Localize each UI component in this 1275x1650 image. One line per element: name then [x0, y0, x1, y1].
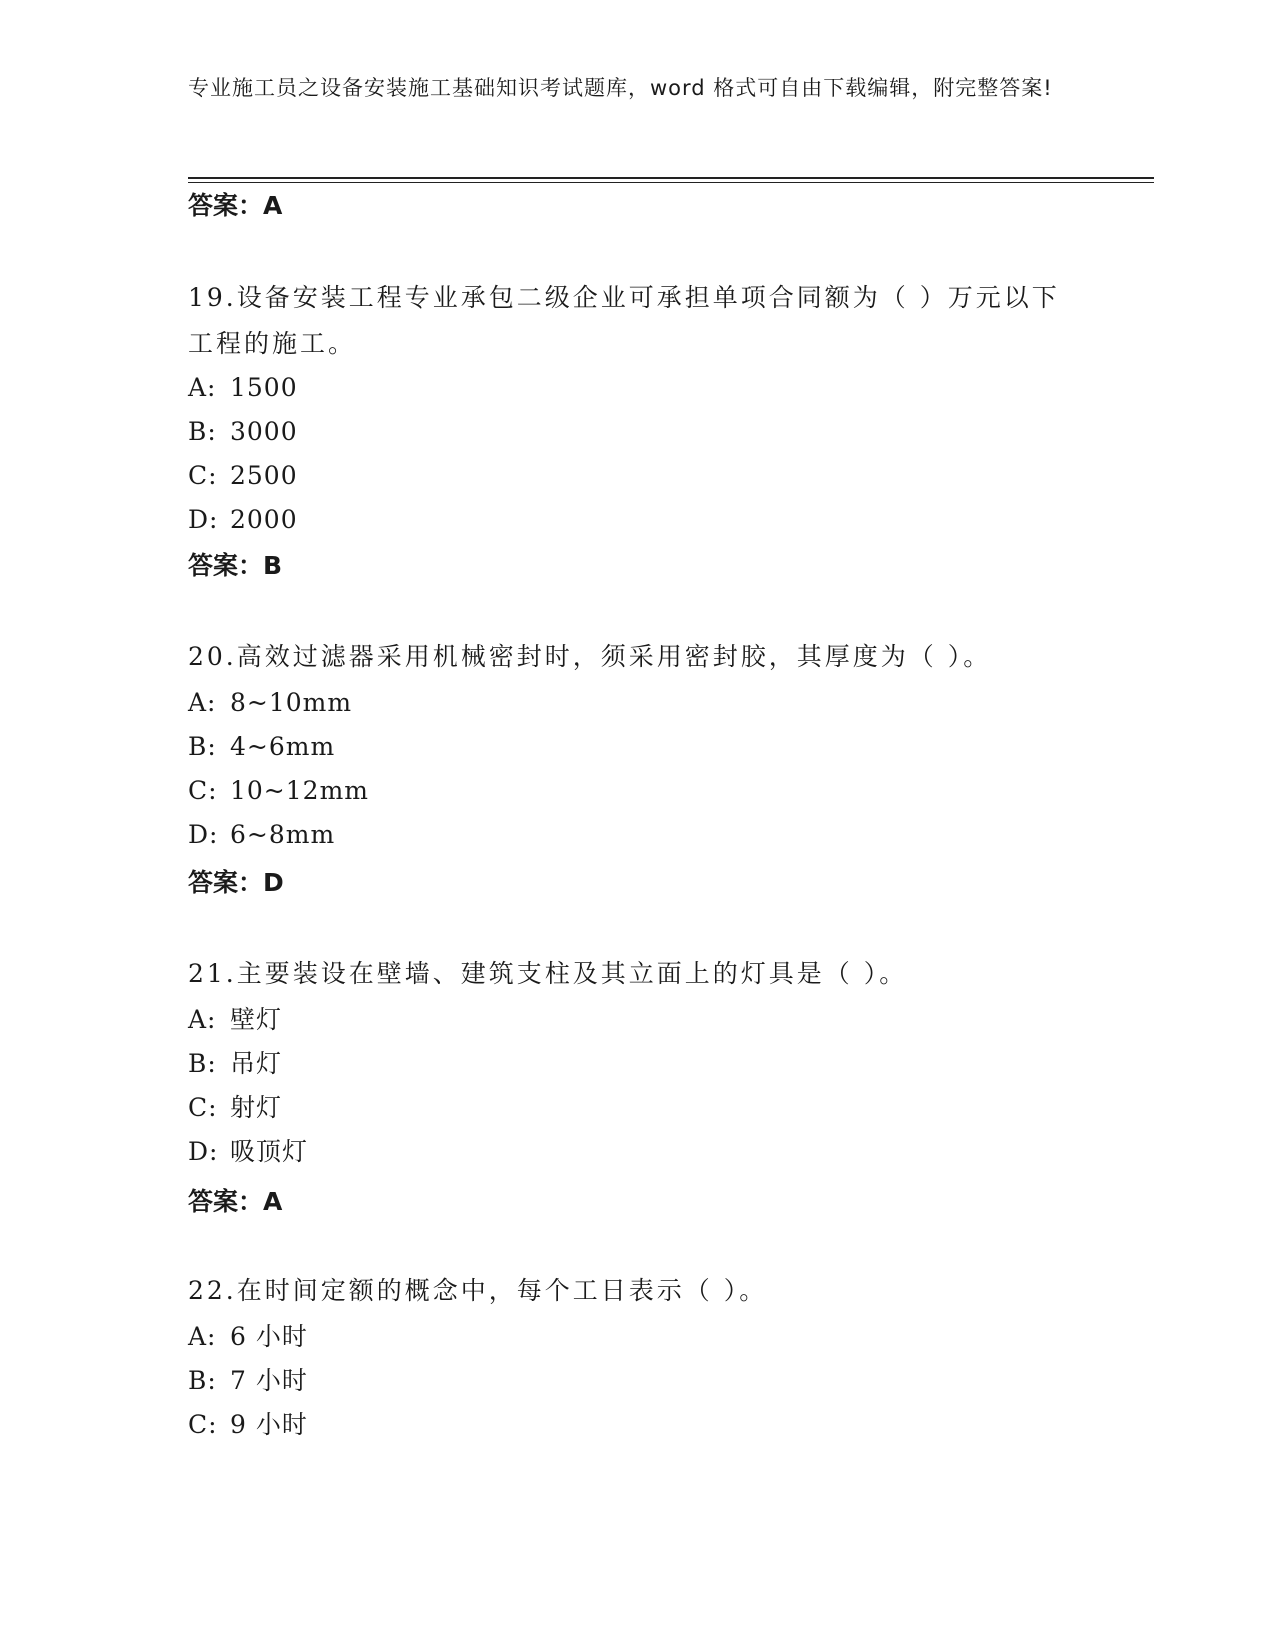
option-text: 7 小时: [230, 1366, 308, 1395]
header-rule-thin: [188, 182, 1154, 183]
option-letter: C:: [188, 1093, 218, 1122]
question-22-option-b: [188, 1358, 308, 1404]
option-text: 2500: [230, 461, 298, 490]
option-letter: A:: [188, 1322, 217, 1351]
header-rule-thick: [188, 177, 1154, 179]
option-text: 6~8mm: [230, 820, 336, 849]
option-text: 3000: [230, 417, 298, 446]
question-19-option-c: [188, 453, 298, 499]
question-21-text: 21.主要装设在壁墙、建筑支柱及其立面上的灯具是（ ）。: [188, 959, 908, 988]
question-20-text: 20.高效过滤器采用机械密封时，须采用密封胶，其厚度为（ ）。: [188, 642, 992, 671]
option-letter: A:: [188, 1005, 217, 1034]
option-letter: B:: [188, 417, 217, 446]
option-text: 吸顶灯: [230, 1137, 309, 1166]
question-20-option-b: [188, 724, 335, 770]
option-letter: A:: [188, 373, 217, 402]
question-19-option-a: [188, 365, 298, 411]
question-21-option-b: [188, 1041, 282, 1087]
option-text: 2000: [230, 505, 298, 534]
option-letter: C:: [188, 461, 218, 490]
option-letter: C:: [188, 776, 218, 805]
option-text: 壁灯: [230, 1005, 283, 1034]
option-letter: B:: [188, 1049, 217, 1078]
question-22-option-c: [188, 1402, 308, 1448]
option-text: 吊灯: [230, 1049, 283, 1078]
option-letter: C:: [188, 1410, 218, 1439]
option-letter: B:: [188, 732, 217, 761]
question-21-answer: 答案：A: [188, 1187, 283, 1216]
question-19-answer: 答案：B: [188, 551, 283, 580]
question-20-answer: 答案：D: [188, 868, 284, 897]
question-21-option-d: [188, 1129, 308, 1175]
question-22-option-a: [188, 1314, 308, 1360]
question-20-option-c: [188, 768, 369, 814]
option-letter: B:: [188, 1366, 217, 1395]
option-text: 8~10mm: [230, 688, 353, 717]
question-21-option-c: [188, 1085, 282, 1131]
option-text: 10~12mm: [230, 776, 369, 805]
question-19-text: 19.设备安装工程专业承包二级企业可承担单项合同额为（ ）万元以下工程的施工。: [188, 283, 1060, 358]
question-19-option-d: [188, 497, 298, 543]
option-text: 1500: [230, 373, 298, 402]
question-20-option-a: [188, 680, 352, 726]
option-text: 6 小时: [230, 1322, 308, 1351]
document-header: 专业施工员之设备安装施工基础知识考试题库，word 格式可自由下载编辑，附完整答案!: [188, 76, 1053, 100]
answer-prev: 答案：A: [188, 191, 283, 220]
option-letter: D:: [188, 820, 219, 849]
option-text: 射灯: [230, 1093, 283, 1122]
question-21-option-a: [188, 997, 282, 1043]
question-20-option-d: [188, 812, 335, 858]
question-22-text: 22.在时间定额的概念中，每个工日表示（ ）。: [188, 1276, 768, 1305]
option-text: 4~6mm: [230, 732, 336, 761]
option-text: 9 小时: [230, 1410, 308, 1439]
option-letter: A:: [188, 688, 217, 717]
option-letter: D:: [188, 1137, 219, 1166]
question-19-option-b: [188, 409, 298, 455]
option-letter: D:: [188, 505, 219, 534]
